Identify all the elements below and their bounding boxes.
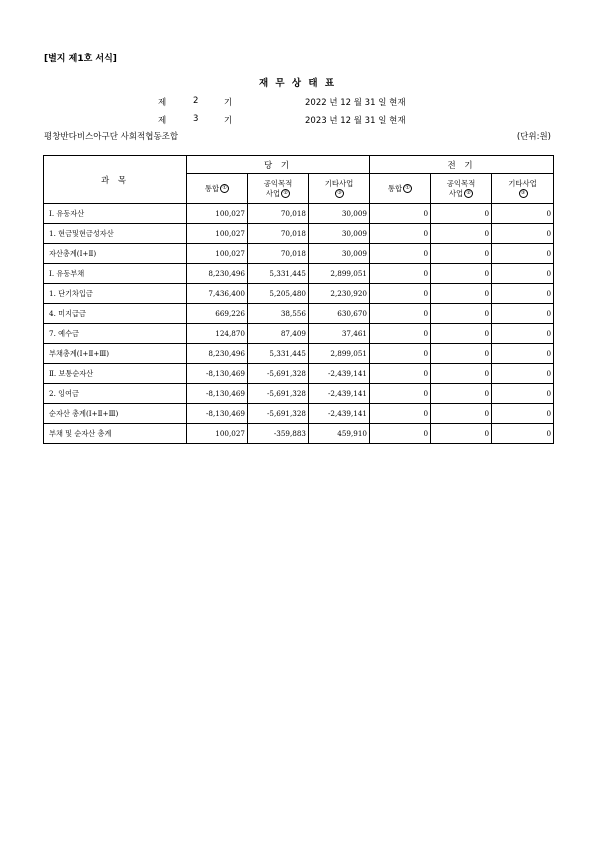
organization-name: 평창반다비스아구단 사회적협동조합 bbox=[44, 132, 179, 142]
table-cell: 0 bbox=[370, 284, 431, 304]
column-header-text: 통합 bbox=[387, 183, 403, 193]
table-row bbox=[44, 344, 554, 364]
table-cell: 0 bbox=[492, 384, 554, 404]
circled-number-mark: ③ bbox=[519, 189, 528, 198]
circled-number-mark: ① bbox=[220, 184, 229, 193]
column-header-text: 기타사업 bbox=[508, 178, 537, 188]
form-label: [별지 제1호 서식] bbox=[44, 54, 117, 64]
period-number: 2 bbox=[193, 96, 199, 106]
table-cell: 70,018 bbox=[248, 204, 309, 224]
period-date: 2023 년 12 월 31 일 현재 bbox=[305, 116, 406, 126]
period-number: 3 bbox=[193, 114, 199, 124]
current-period-header: 당 기 bbox=[187, 156, 370, 174]
table-cell: 0 bbox=[370, 244, 431, 264]
table-cell: -8,130,469 bbox=[187, 404, 248, 424]
table-cell: 124,870 bbox=[187, 324, 248, 344]
table-cell: 0 bbox=[431, 204, 492, 224]
column-header bbox=[431, 174, 492, 204]
table-cell: 0 bbox=[492, 344, 554, 364]
period-prefix: 제 bbox=[158, 116, 167, 126]
table-cell: -5,691,328 bbox=[248, 384, 309, 404]
table-cell: 0 bbox=[431, 364, 492, 384]
table-row bbox=[44, 284, 554, 304]
table-cell: 0 bbox=[492, 264, 554, 284]
row-label: Ⅰ. 유동자산 bbox=[44, 204, 187, 224]
table-cell: 0 bbox=[431, 284, 492, 304]
row-label: Ⅰ. 유동부채 bbox=[44, 264, 187, 284]
table-row bbox=[44, 384, 554, 404]
column-header bbox=[309, 174, 370, 204]
table-cell: -2,439,141 bbox=[309, 364, 370, 384]
table-cell: -2,439,141 bbox=[309, 404, 370, 424]
table-cell: 100,027 bbox=[187, 244, 248, 264]
table-row bbox=[44, 204, 554, 224]
table-cell: 0 bbox=[370, 204, 431, 224]
row-label: 4. 미지급금 bbox=[44, 304, 187, 324]
table-cell: 30,009 bbox=[309, 244, 370, 264]
row-label: 2. 잉여금 bbox=[44, 384, 187, 404]
table-cell: 0 bbox=[370, 264, 431, 284]
table-cell: 0 bbox=[370, 424, 431, 444]
table-row bbox=[44, 224, 554, 244]
column-header bbox=[248, 174, 309, 204]
table-cell: 2,899,051 bbox=[309, 264, 370, 284]
table-row bbox=[44, 404, 554, 424]
table-row bbox=[44, 324, 554, 344]
table-cell: -5,691,328 bbox=[248, 404, 309, 424]
table-cell: 0 bbox=[492, 304, 554, 324]
period-date: 2022 년 12 월 31 일 현재 bbox=[305, 98, 406, 108]
row-label: 1. 현금및현금성자산 bbox=[44, 224, 187, 244]
column-header-text-line2: 사업 bbox=[448, 188, 464, 198]
period-suffix: 기 bbox=[224, 98, 233, 108]
table-cell: 70,018 bbox=[248, 244, 309, 264]
table-cell: 0 bbox=[431, 404, 492, 424]
circled-number-mark: ② bbox=[281, 189, 290, 198]
column-header bbox=[492, 174, 554, 204]
circled-number-mark: ① bbox=[403, 184, 412, 193]
balance-sheet-table bbox=[43, 155, 554, 444]
table-cell: 70,018 bbox=[248, 224, 309, 244]
table-row bbox=[44, 424, 554, 444]
table-cell: 459,910 bbox=[309, 424, 370, 444]
table-cell: 0 bbox=[431, 264, 492, 284]
table-cell: -5,691,328 bbox=[248, 364, 309, 384]
circled-number-mark: ③ bbox=[335, 189, 344, 198]
document-title: 재 무 상 태 표 bbox=[258, 78, 337, 89]
table-cell: 0 bbox=[492, 364, 554, 384]
table-cell: 7,436,400 bbox=[187, 284, 248, 304]
table-cell: 30,009 bbox=[309, 224, 370, 244]
table-cell: -359,883 bbox=[248, 424, 309, 444]
table-cell: 30,009 bbox=[309, 204, 370, 224]
table-cell: 0 bbox=[370, 304, 431, 324]
table-row bbox=[44, 264, 554, 284]
column-header bbox=[187, 174, 248, 204]
column-header-text-line2: 사업 bbox=[265, 188, 281, 198]
row-label: 7. 예수금 bbox=[44, 324, 187, 344]
table-cell: 0 bbox=[492, 224, 554, 244]
column-header-text: 통합 bbox=[204, 183, 220, 193]
table-cell: 8,230,496 bbox=[187, 264, 248, 284]
table-cell: 0 bbox=[492, 424, 554, 444]
row-label: 부채 및 순자산 총계 bbox=[44, 424, 187, 444]
period-suffix: 기 bbox=[224, 116, 233, 126]
table-cell: 0 bbox=[370, 364, 431, 384]
table-cell: 8,230,496 bbox=[187, 344, 248, 364]
circled-number-mark: ② bbox=[464, 189, 473, 198]
table-row bbox=[44, 244, 554, 264]
row-label: 순자산 총계(Ⅰ+Ⅱ+Ⅲ) bbox=[44, 404, 187, 424]
table-cell: 0 bbox=[492, 284, 554, 304]
period-line-current bbox=[0, 114, 595, 128]
table-cell: -8,130,469 bbox=[187, 364, 248, 384]
table-cell: 669,226 bbox=[187, 304, 248, 324]
table-cell: 0 bbox=[370, 384, 431, 404]
table-cell: 2,899,051 bbox=[309, 344, 370, 364]
table-row bbox=[44, 364, 554, 384]
subject-header: 과 목 bbox=[44, 156, 187, 204]
period-line-previous bbox=[0, 96, 595, 110]
row-label: 부채총계(Ⅰ+Ⅱ+Ⅲ) bbox=[44, 344, 187, 364]
table-row bbox=[44, 304, 554, 324]
table-cell: 0 bbox=[370, 344, 431, 364]
table-cell: 100,027 bbox=[187, 204, 248, 224]
table-cell: 0 bbox=[370, 224, 431, 244]
table-cell: 100,027 bbox=[187, 424, 248, 444]
row-label: Ⅱ. 보통순자산 bbox=[44, 364, 187, 384]
table-cell: 0 bbox=[431, 324, 492, 344]
table-cell: 0 bbox=[431, 384, 492, 404]
table-cell: 630,670 bbox=[309, 304, 370, 324]
previous-period-header: 전 기 bbox=[370, 156, 554, 174]
table-cell: 0 bbox=[492, 244, 554, 264]
table-cell: 87,409 bbox=[248, 324, 309, 344]
table-cell: 37,461 bbox=[309, 324, 370, 344]
column-header-text: 기타사업 bbox=[324, 178, 354, 188]
table-cell: -8,130,469 bbox=[187, 384, 248, 404]
table-cell: 5,205,480 bbox=[248, 284, 309, 304]
table-cell: 0 bbox=[431, 244, 492, 264]
table-cell: 0 bbox=[492, 404, 554, 424]
column-header-text: 공익목적 bbox=[446, 178, 476, 188]
table-cell: 0 bbox=[370, 324, 431, 344]
column-header bbox=[370, 174, 431, 204]
period-prefix: 제 bbox=[158, 98, 167, 108]
unit-label: (단위:원) bbox=[516, 132, 551, 142]
table-cell: 38,556 bbox=[248, 304, 309, 324]
table-cell: 0 bbox=[492, 324, 554, 344]
table-cell: 0 bbox=[431, 224, 492, 244]
column-header-text: 공익목적 bbox=[263, 178, 293, 188]
table-cell: 0 bbox=[370, 404, 431, 424]
table-cell: 0 bbox=[492, 204, 554, 224]
table-cell: 0 bbox=[431, 424, 492, 444]
table-cell: 5,331,445 bbox=[248, 344, 309, 364]
table-cell: -2,439,141 bbox=[309, 384, 370, 404]
table-cell: 5,331,445 bbox=[248, 264, 309, 284]
table-cell: 100,027 bbox=[187, 224, 248, 244]
table-cell: 0 bbox=[431, 344, 492, 364]
row-label: 자산총계(Ⅰ+Ⅱ) bbox=[44, 244, 187, 264]
table-cell: 0 bbox=[431, 304, 492, 324]
table-cell: 2,230,920 bbox=[309, 284, 370, 304]
row-label: 1. 단기차입금 bbox=[44, 284, 187, 304]
